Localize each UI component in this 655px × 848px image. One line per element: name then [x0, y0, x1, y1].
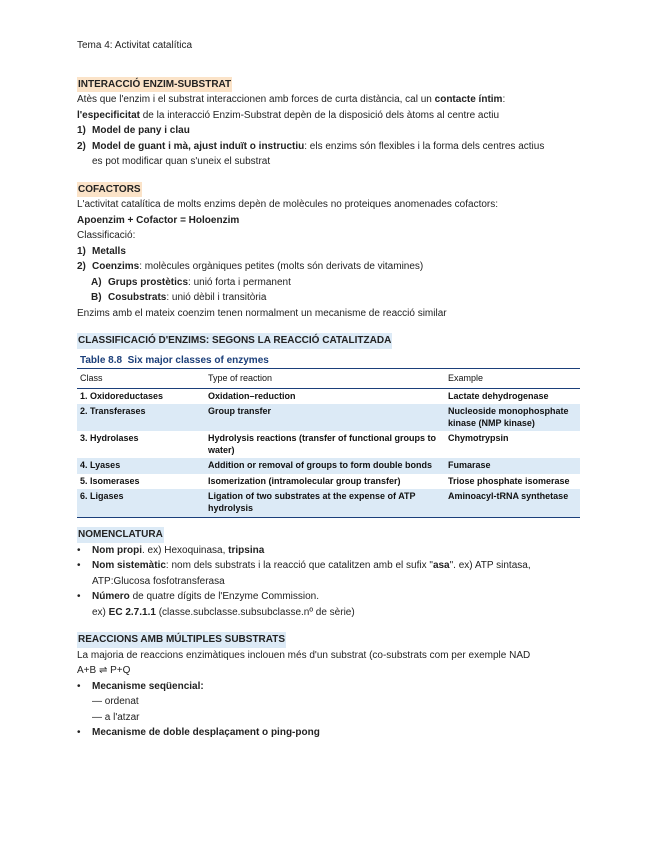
section-title-classificacio: CLASSIFICACIÓ D'ENZIMS: SEGONS LA REACCIÓ CATALITZADA	[77, 333, 392, 349]
table-cell: 3. Hydrolases	[80, 433, 139, 443]
paragraph: Enzims amb el mateix coenzim tenen normalment un mecanisme de reacció similar	[77, 307, 447, 319]
list-item-continuation: es pot modificar quan s'uneix el substrat	[92, 156, 271, 167]
table-row	[77, 388, 580, 404]
table-row	[77, 404, 580, 431]
list-item: 2) Coenzims: molècules orgàniques petites (molts són derivats de vitamines)	[77, 261, 424, 272]
table-cell: 4. Lyases	[77, 458, 205, 474]
list-item: 1) Metalls	[77, 245, 126, 257]
paragraph: L'activitat catalítica de molts enzims depèn de molècules no proteiques anomenades cofactors:	[77, 199, 499, 210]
paragraph: Atès que l'enzim i el substrat interaccionen amb forces de curta distància, cal un contacte íntim:	[77, 94, 506, 105]
section-title-nomenclatura: NOMENCLATURA	[77, 527, 164, 543]
table-cell: Nucleoside monophosphate kinase (NMP kinase)	[445, 404, 580, 431]
table-cell: Ligation of two substrates at the expense of ATP hydrolysis	[205, 489, 445, 518]
section-title-interaccio: INTERACCIÓ ENZIM-SUBSTRAT	[77, 77, 232, 93]
table-cell: Triose phosphate isomerase	[448, 475, 570, 486]
list-item: 2) Model de guant i mà, ajust induït o instructiu: els enzims són flexibles i la forma dels centres actius	[77, 140, 545, 152]
table-cell: Aminoacyl-tRNA synthetase	[445, 489, 580, 518]
list-item: 1) Model de pany i clau	[77, 125, 190, 136]
table-cell: Lactate dehydrogenase	[448, 390, 549, 401]
table-cell: Addition or removal of groups to form double bonds	[205, 458, 445, 474]
bullet-continuation: ex) EC 2.7.1.1 (classe.subclasse.subsubclasse.nº de sèrie)	[92, 606, 355, 618]
dash-item: — ordenat	[92, 696, 139, 707]
paragraph: Classificació:	[77, 230, 136, 241]
sub-list-item: B) Cosubstrats: unió dèbil i transitòria	[91, 292, 267, 303]
paragraph: La majoria de reaccions enzimàtiques inclouen més d'un substrat (co-substrats com per exemple NAD	[77, 649, 531, 661]
topic-header: Tema 4: Activitat catalítica	[77, 40, 193, 51]
document-page	[77, 38, 582, 741]
table-cell: Isomerization (intramolecular group transfer)	[208, 475, 401, 486]
table-cell: 6. Ligases	[77, 489, 205, 518]
dash-item: — a l'atzar	[92, 711, 140, 723]
table-cell: 5. Isomerases	[80, 475, 140, 486]
bullet-item: • Nom propi. ex) Hexoquinasa, tripsina	[77, 544, 265, 556]
table-row	[77, 431, 580, 458]
bullet-continuation: ATP:Glucosa fosfotransferasa	[92, 575, 225, 587]
table-cell: Hydrolysis reactions (transfer of functional groups to water)	[208, 433, 437, 455]
bullet-item: • Mecanisme seqüencial:	[77, 680, 204, 692]
table-caption: Table 8.8 Six major classes of enzymes	[80, 354, 269, 366]
enzyme-classes-table	[77, 354, 580, 519]
column-header: Type of reaction	[205, 368, 445, 388]
table-row	[77, 474, 580, 490]
table-cell: Group transfer	[205, 404, 445, 431]
column-header: Example	[445, 368, 580, 388]
paragraph: l'especificitat de la interacció Enzim-Substrat depèn de la disposició dels àtoms al centre actiu	[77, 109, 500, 121]
table-row	[77, 458, 580, 474]
section-title-reaccions: REACCIONS AMB MÚLTIPLES SUBSTRATS	[77, 632, 286, 648]
column-header: Class	[77, 368, 205, 388]
formula: Apoenzim + Cofactor = Holoenzim	[77, 214, 240, 226]
bullet-item: • Nom sistemàtic: nom dels substrats i la reacció que catalitzen amb el sufix "asa". ex) ATP sintasa,	[77, 560, 531, 571]
table-cell: Fumarase	[445, 458, 580, 474]
table-cell: 2. Transferases	[77, 404, 205, 431]
table-cell: Oxidation–reduction	[208, 390, 296, 401]
sub-list-item: A) Grups prostètics: unió forta i permanent	[91, 276, 291, 288]
table-row	[77, 489, 580, 518]
bullet-item: • Número de quatre dígits de l'Enzyme Commission.	[77, 591, 320, 602]
table-cell: 1. Oxidoreductases	[80, 390, 164, 401]
bullet-item: • Mecanisme de doble desplaçament o ping-pong	[77, 727, 320, 738]
section-title-cofactors: COFACTORS	[77, 182, 142, 198]
equation: A+B ⇌ P+Q	[77, 665, 131, 676]
table-cell: Chymotrypsin	[448, 433, 509, 443]
table-header-row	[77, 368, 580, 388]
